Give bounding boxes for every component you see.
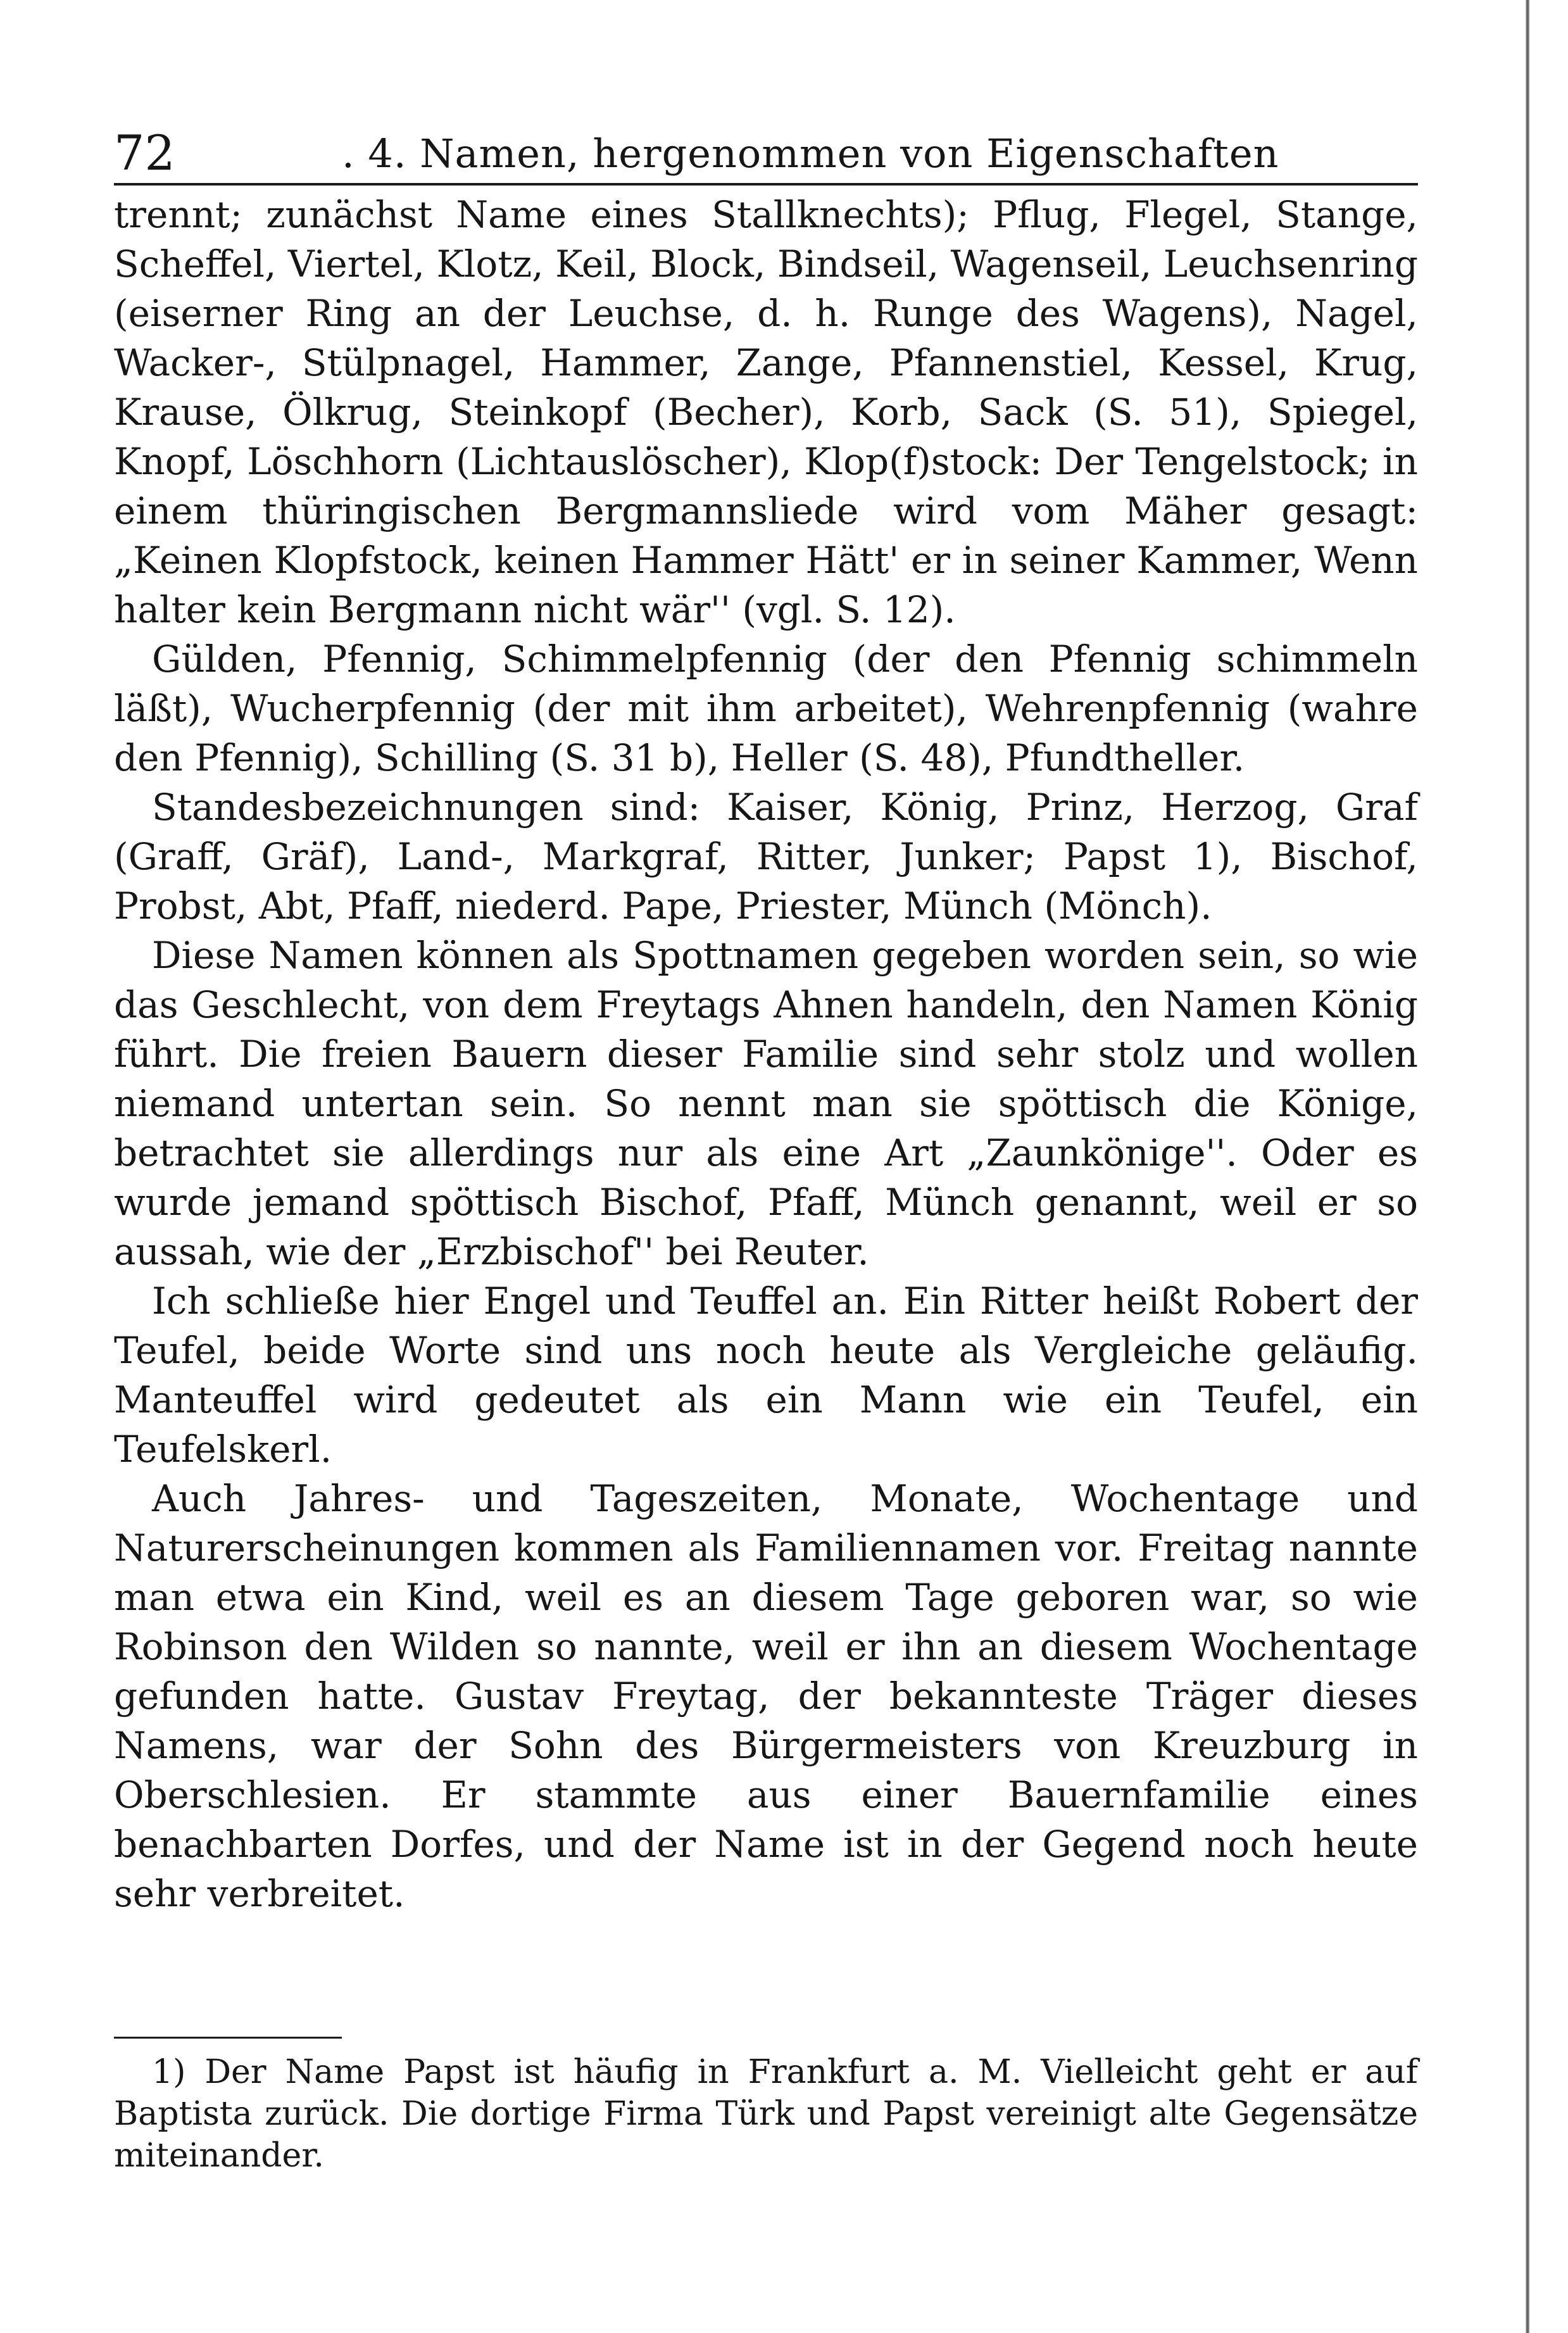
- paragraph-angel-devil: Ich schließe hier Engel und Teuffel an. Ein Ritter heißt Robert der Teufel, beide Worte sind uns noch heute als Vergleiche geläufig. Manteuffel wird gedeutet als ein Mann wie ein Teufel, ein Teufelskerl.: [114, 1280, 1418, 1471]
- page-edge-shadow: [1526, 0, 1529, 2333]
- paragraph-seasons: Auch Jahres- und Tageszeiten, Monate, Wochentage und Naturerscheinungen kommen als Familiennamen vor. Freitag nannte man etwa ein Kind, weil es an diesem Tage geboren war, so wie Robinson den Wilden so nannte, weil er ihn an diesem Wochentage gefunden hatte. Gustav Freytag, der bekannteste Träger dieses Namens, war der Sohn des Bürgermeisters von Kreuzburg in Oberschlesien. Er stammte aus einer Bauernfamilie eines benachbarten Dorfes, und der Name ist in der Gegend noch heute sehr verbreitet.: [114, 1477, 1418, 1915]
- paragraph-continued: trennt; zunächst Name eines Stallknechts); Pflug, Flegel, Stange, Scheffel, Viertel, Klotz, Keil, Block, Bindseil, Wagenseil, Leuchsenring (eiserner Ring an der Leuchse, d. h. Runge des Wagens), Nagel, Wacker-, Stülpnagel, Hammer, Zange, Pfannenstiel, Kessel, Krug, Krause, Ölkrug, Steinkopf (Becher), Korb, Sack (S. 51), Spiegel, Knopf, Löschhorn (Lichtauslöscher), Klop(f)stock: Der Tengelstock; in einem thüringischen Bergmannsliede wird vom Mäher gesagt: „Keinen Klopfstock, keinen Hammer Hätt' er in seiner Kammer, Wenn halter kein Bergmann nicht wär'' (vgl. S. 12).: [114, 193, 1418, 631]
- paragraph-coins: Gülden, Pfennig, Schimmelpfennig (der den Pfennig schimmeln läßt), Wucherpfennig (der mit ihm arbeitet), Wehrenpfennig (wahre den Pfennig), Schilling (S. 31 b), Heller (S. 48), Pfundtheller.: [114, 638, 1418, 779]
- page-header: [114, 117, 1418, 187]
- footnote-text: Der Name Papst ist häufig in Frankfurt a. M. Vielleicht geht er auf Baptista zurück. Die dortige Firma Türk und Papst vereinigt alte Gegensätze miteinander.: [114, 2053, 1418, 2175]
- paragraph-ranks: Standesbezeichnungen sind: Kaiser, König, Prinz, Herzog, Graf (Graff, Gräf), Land-, Markgraf, Ritter, Junker; Papst 1), Bischof, Probst, Abt, Pfaff, niederd. Pape, Priester, Münch (Mönch).: [114, 786, 1418, 928]
- footnote-rule: [114, 2037, 342, 2039]
- paragraph-mock-names: Diese Namen können als Spottnamen gegeben worden sein, so wie das Geschlecht, von dem Freytags Ahnen handeln, den Namen König führt. Die freien Bauern dieser Familie sind sehr stolz und wollen niemand untertan sein. So nennt man sie spöttisch die Könige, betrachtet sie allerdings nur als eine Art „Zaunkönige''. Oder es wurde jemand spöttisch Bischof, Pfaff, Münch genannt, weil er so aussah, wie der „Erzbischof'' bei Reuter.: [114, 934, 1418, 1273]
- footnote-marker: 1): [152, 2053, 186, 2091]
- footnote: [114, 2051, 1418, 2177]
- running-head: . 4. Namen, hergenommen von Eigenschaften: [342, 130, 1279, 177]
- page-number: 72: [114, 125, 175, 181]
- header-rule: [114, 183, 1418, 186]
- body-text: [114, 190, 1418, 1918]
